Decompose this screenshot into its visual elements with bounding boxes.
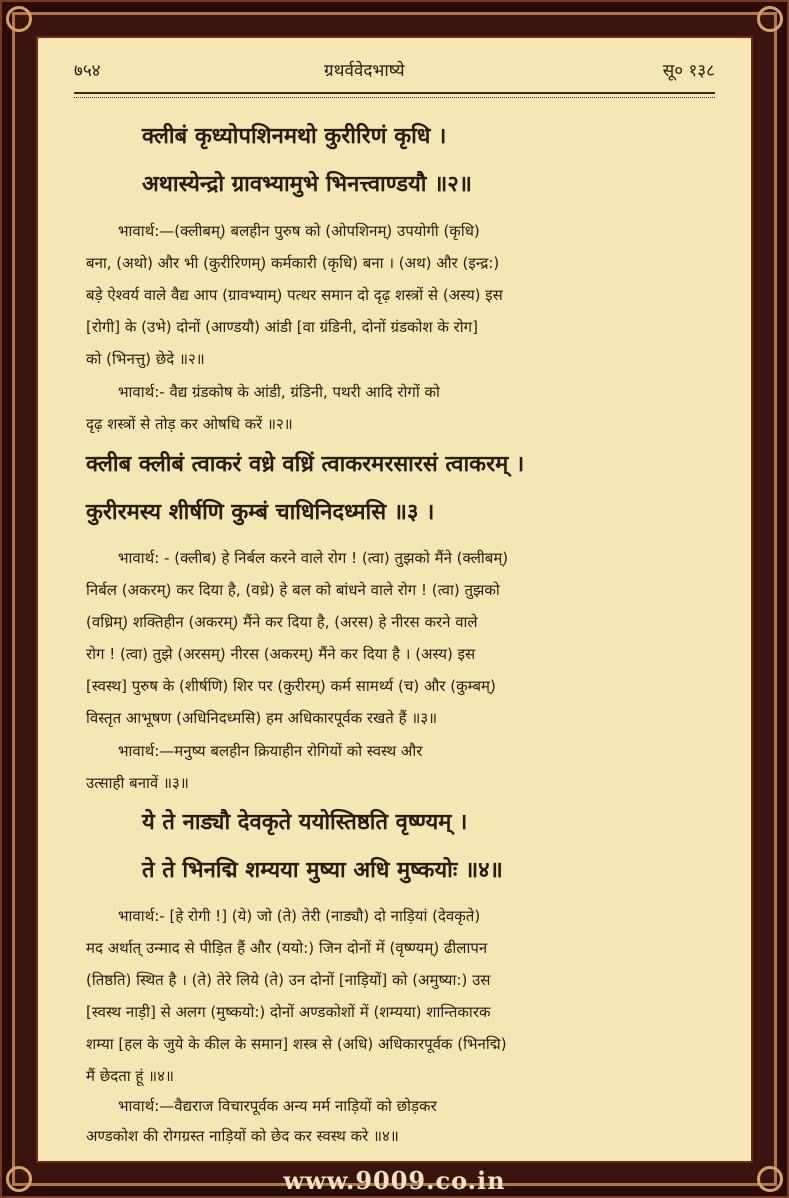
bhashya-line: भावार्थ:—(क्लीबम्) बलहीन पुरुष को (ओपशिनम्) उपयोगी (कृधि) <box>118 222 480 240</box>
bhashya-line: (तिष्ठति) स्थित है । (ते) तेरे लिये (ते) उन दोनों [नाड़ियों] को (अमुष्या:) उस <box>86 971 491 989</box>
bhashya-line: [स्वस्थ नाड़ी] से अलग (मुष्कयो:) दोनों अण्डकोशों में (शम्यया) शान्तिकारक <box>86 1003 491 1021</box>
corner-ornament-icon <box>757 6 783 32</box>
bhavartha-line: उत्साही बनावें ॥३॥ <box>86 774 189 792</box>
bhashya-line: [रोगी] के (उभे) दोनों (आण्डयौ) आंडी [वा ग्रंडिनी, दोनों ग्रंडकोश के रोग] <box>86 318 478 336</box>
bhavartha-line: भावार्थ:—वैद्यराज विचारपूर्वक अन्य मर्म नाड़ियों को छोड़कर <box>118 1097 437 1115</box>
corner-ornament-icon <box>6 6 32 32</box>
bhashya-line: भावार्थ: - (क्लीब) हे निर्बल करने वाले रोग ! (त्वा) तुझको मैंने (क्लीबम्) <box>118 549 509 567</box>
bhavartha-line: भावार्थ:- वैद्य ग्रंडकोष के आंडी, ग्रंडिनी, पथरी आदि रोगों को <box>118 383 440 401</box>
verse-line: कुरीरमस्य शीर्षणि कुम्बं चाधिनिदध्मसि ॥३ । <box>86 500 435 525</box>
bhashya-line: बना, (अथो) और भी (कुरीरिणम्) कर्मकारी (कृधि) बना । (अथ) और (इन्द्र:) <box>86 254 500 272</box>
verse-line: क्लीब क्लीबं त्वाकरं वध्रे वध्रिं त्वाकरमरसारसं त्वाकरम् । <box>86 452 525 477</box>
bhashya-line: (वध्रिम्) शक्तिहीन (अकरम्) मैंने कर दिया है, (अरस) हे नीरस करने वाले <box>86 613 478 631</box>
verse-line: ते ते भिनद्मि शम्यया मुष्या अधि मुष्कयोः ॥४॥ <box>142 858 503 883</box>
bhashya-line: विस्तृत आभूषण (अधिनिदध्मसि) हम अधिकारपूर्वक रखते हैं ॥३॥ <box>86 709 438 727</box>
bhashya-line: को (भिनत्तु) छेदे ॥२॥ <box>86 350 205 368</box>
bhashya-line: मैं छेदता हूं ॥४॥ <box>86 1067 174 1085</box>
bhavartha-line: अण्डकोश की रोगग्रस्त नाड़ियों को छेद कर स्वस्थ करे ॥४॥ <box>86 1127 399 1145</box>
book-title: ग्रथर्ववेदभाष्ये <box>324 61 405 81</box>
header-rule-dotted <box>74 97 715 98</box>
bhashya-line: बड़े ऐश्वर्य वाले वैद्य आप (ग्रावभ्याम्) पत्थर समान दो दृढ़ शस्त्रों से (अस्य) इस <box>86 286 503 304</box>
bhashya-line: मद अर्थात् उन्माद से पीड़ित हैं और (ययो:) जिन दोनों में (वृष्ण्यम्) ढीलापन <box>86 939 488 957</box>
website-url: www.9009.co.in <box>283 1166 506 1195</box>
scripture-page <box>36 36 753 1163</box>
bhashya-line: रोग ! (त्वा) तुझे (अरसम्) नीरस (अकरम्) मैंने कर दिया है । (अस्य) इस <box>86 645 476 663</box>
verse-line: अथास्येन्द्रो ग्रावभ्यामुभे भिनत्त्वाण्डयौ ॥२॥ <box>142 172 472 197</box>
verse-line: क्लीबं कृध्योपशिनमथो कुरीरिणं कृधि । <box>142 124 447 149</box>
page-number: ७५४ <box>74 61 101 81</box>
bhashya-line: निर्बल (अकरम्) कर दिया है, (वध्रे) हे बल को बांधने वाले रोग ! (त्वा) तुझको <box>86 581 500 599</box>
header-rule <box>74 92 715 94</box>
bhavartha-line: भावार्थ:—मनुष्य बलहीन क्रियाहीन रोगियों को स्वस्थ और <box>118 742 423 760</box>
verse-line: ये ते नाड्यौ देवकृते ययोस्तिष्ठति वृष्ण्यम् । <box>142 810 468 835</box>
bhavartha-line: दृढ़ शस्त्रों से तोड़ कर ओषधि करें ॥२॥ <box>86 415 293 433</box>
page-header <box>74 58 715 88</box>
sukta-number: सू० १३८ <box>662 61 715 81</box>
bhashya-line: भावार्थ:- [हे रोगी !] (ये) जो (ते) तेरी (नाड्यौ) दो नाड़ियां (देवकृते) <box>118 907 481 925</box>
bhashya-line: [स्वस्थ] पुरुष के (शीर्षणि) शिर पर (कुरीरम्) कर्म सामर्थ्य (च) और (कुम्बम्) <box>86 677 496 695</box>
bhashya-line: शम्या [हल के जुये के कील के समान] शस्त्र से (अधि) अधिकारपूर्वक (भिनद्मि) <box>86 1035 507 1053</box>
